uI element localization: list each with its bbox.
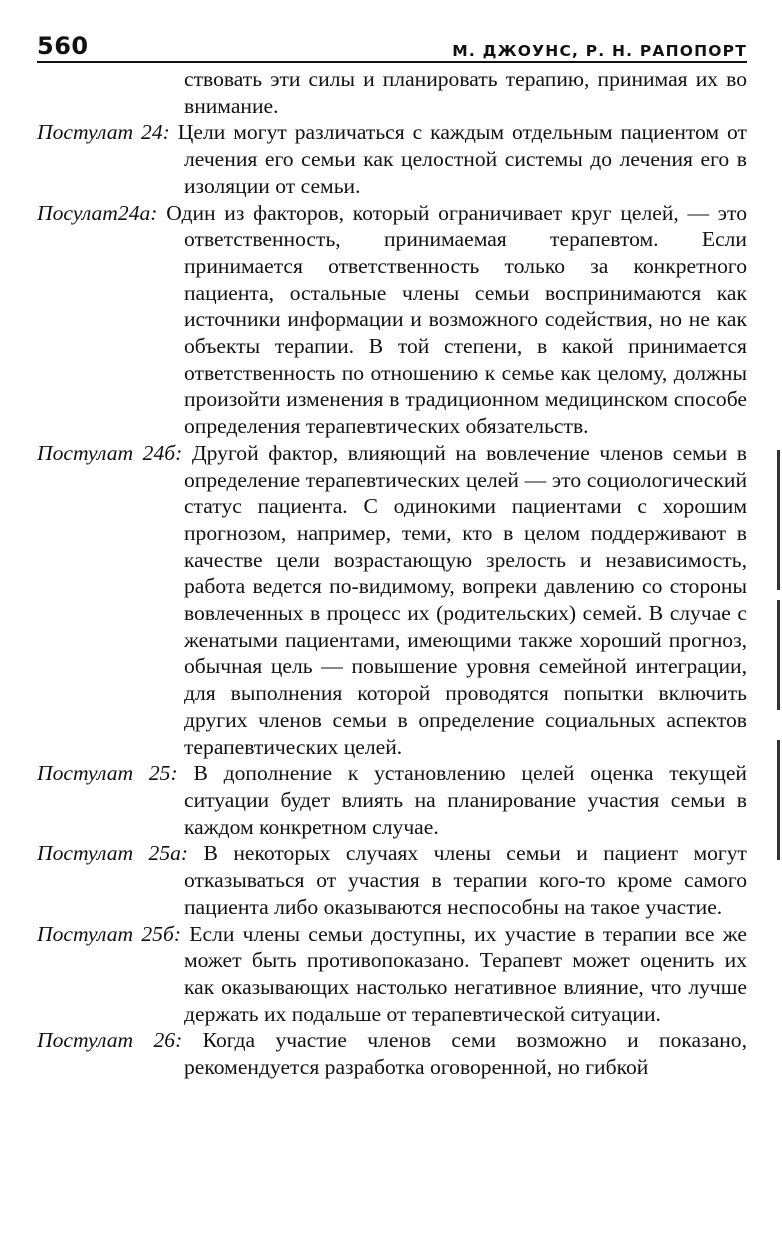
scan-edge-mark <box>777 450 780 590</box>
scan-edge-mark <box>777 600 780 710</box>
postulate-25a <box>37 840 747 920</box>
postulate-label: Постулат 24: <box>37 120 170 145</box>
postulate-text: Цели могут различаться с каждым отдельным пациентом от лечения его семьи как целостной системы до лечения его в изоляции от семьи. <box>169 120 747 198</box>
postulate-25b <box>37 921 747 1028</box>
postulate-24 <box>37 119 747 199</box>
postulate-label: Постулат 24б: <box>37 440 183 465</box>
scan-edge-mark <box>777 740 780 860</box>
header-rule <box>37 61 747 63</box>
postulate-25 <box>37 760 747 840</box>
postulate-text: Один из факторов, который ограничивает круг целей, — это ответственность, принимаемая терапевтом. Если принимается ответственность только за конкретного пациента, остальные члены семьи воспринимаются как источники информации и возможного содействия, но не как объекты терапии. В той степени, в какой принимается ответственность по отношению к семье как целому, должны произойти изменения в традиционном медицинском способе определения терапевтических обязательств. <box>157 200 747 439</box>
postulate-text: В дополнение к установлению целей оценка текущей ситуации будет влиять на планирование участия семьи в каждом конкретном случае. <box>177 761 747 839</box>
postulate-24b <box>37 440 747 760</box>
postulate-label: Постулат 25б: <box>37 921 182 946</box>
postulate-text: Когда участие членов семи возможно и показано, рекомендуется разработка оговоренной, но гибкой <box>182 1028 747 1080</box>
continuation-text: ствовать эти силы и планировать терапию, принимая их во внимание. <box>184 67 747 118</box>
postulate-label: Постулат 26: <box>37 1028 183 1053</box>
postulate-label: Постулат 25а: <box>37 841 189 866</box>
postulate-24a <box>37 200 747 440</box>
postulate-26 <box>37 1027 747 1080</box>
body-text <box>37 66 747 1081</box>
postulate-text: Другой фактор, влияющий на вовлечение членов семьи в определение терапевтических целей — это социологический статус пациента. С одинокими пациентами с хорошим прогнозом, например, теми, кто в целом поддерживают в качестве цели возрастающую зрелость и независимость, работа ведется по-видимому, вопреки давлению со стороны вовлеченных в процесс их (родительских) семей. В случае с женатыми пациентами, имеющими также хороший прогноз, обычная цель — повышение уровня семейной интеграции, для выполнения которой проводятся попытки включить других членов семьи в определение социальных аспектов терапевтических целей. <box>182 440 747 759</box>
postulate-text: Если члены семьи доступны, их участие в терапии все же может быть противопоказано. Терапевт может оценить их как оказывающих настолько негативное влияние, что лучше держать их подальше от терапевтической ситуации. <box>181 921 747 1026</box>
postulate-label: Постулат 25: <box>37 761 178 786</box>
postulate-label: Посулат24а: <box>37 200 158 225</box>
page-header <box>37 30 747 60</box>
postulate-text: В некоторых случаях члены семьи и пациент могут отказываться от участия в терапии кого-то кроме самого пациента либо оказываются неспособны на такое участие. <box>184 841 747 919</box>
running-head: М. ДЖОУНС, Р. Н. РАПОПОРТ <box>452 42 747 60</box>
continuation-paragraph <box>37 66 747 119</box>
page-number: 560 <box>37 32 89 60</box>
